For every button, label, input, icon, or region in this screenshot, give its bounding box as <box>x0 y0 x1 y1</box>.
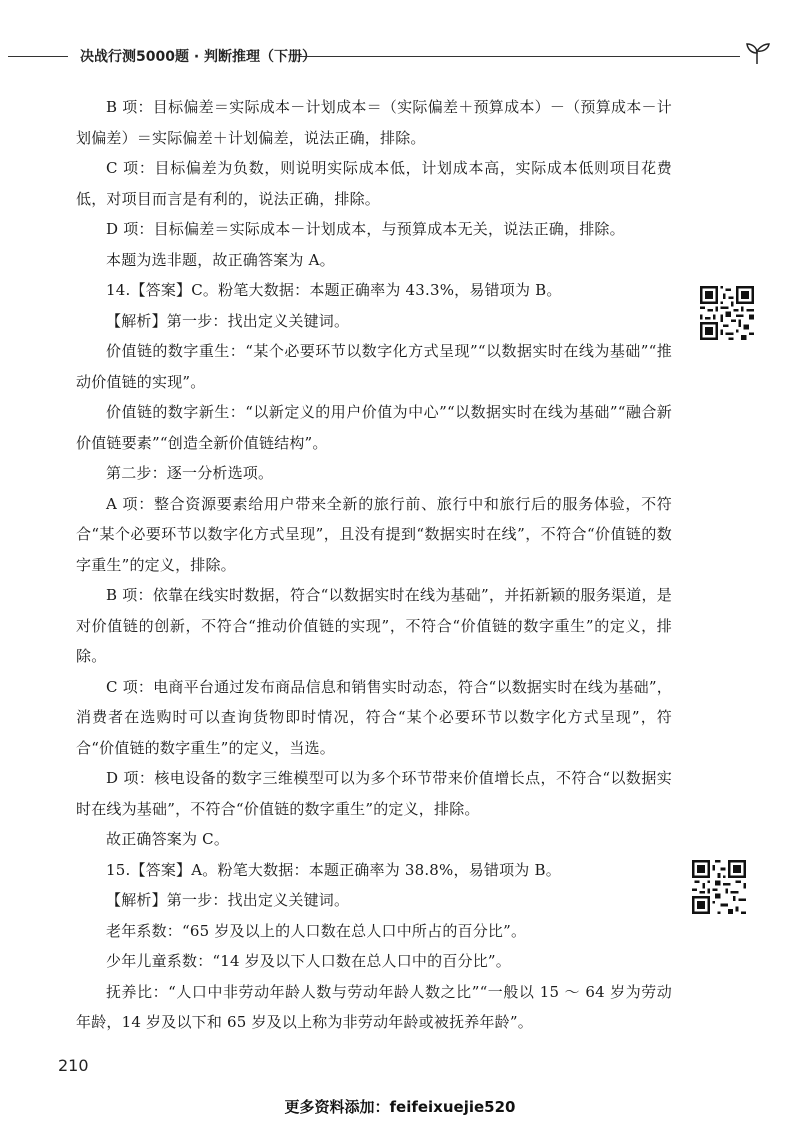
q14-option-a: A 项：整合资源要素给用户带来全新的旅行前、旅行中和旅行后的服务体验，不符合“某个必要环节以数字化方式呈现”，且没有提到“数据实时在线”，不符合“价值链的数字重生”的定义，排除。 <box>76 494 672 574</box>
q14-answer: 14.【答案】C。粉笔大数据：本题正确率为 43.3%，易错项为 B。 <box>106 281 562 299</box>
q15-definition-dependency: 抚养比：“人口中非劳动年龄人数与劳动年龄人数之比”“一般以 15 ～ 64 岁为劳动年龄，14 岁及以下和 65 岁及以上称为非劳动年龄或被抚养年龄”。 <box>76 982 672 1031</box>
q15-definition-children: 少年儿童系数：“14 岁及以下人口数在总人口中的百分比”。 <box>106 952 511 970</box>
sprout-icon <box>742 40 772 66</box>
q14-option-d: D 项：核电设备的数字三维模型可以为多个环节带来价值增长点，不符合“以数据实时在线为基础”，不符合“价值链的数字重生”的定义，排除。 <box>76 769 672 818</box>
q14-option-c: C 项：电商平台通过发布商品信息和销售实时动态，符合“以数据实时在线为基础”，消费者在选购时可以查询货物即时情况，符合“某个必要环节以数字化方式呈现”，符合“价值链的数字重生”的定义，当选。 <box>76 677 672 757</box>
page-number: 210 <box>58 1056 89 1075</box>
header-title: 决战行测5000题 · 判断推理（下册） <box>80 49 317 65</box>
option-c-explanation: C 项：目标偏差为负数，则说明实际成本低，计划成本高，实际成本低则项目花费低，对项目而言是有利的，说法正确，排除。 <box>76 159 672 208</box>
header-rule-left <box>8 56 68 57</box>
q15-definition-elderly: 老年系数：“65 岁及以上的人口数在总人口中所占的百分比”。 <box>106 921 527 940</box>
q15-analysis-step1: 【解析】第一步：找出定义关键词。 <box>106 891 350 909</box>
qr-code-icon[interactable] <box>700 286 754 340</box>
q14-analysis-step2: 第二步：逐一分析选项。 <box>106 464 274 482</box>
page-header <box>8 40 778 70</box>
q14-option-b: B 项：依靠在线实时数据，符合“以数据实时在线为基础”，并拓新颖的服务渠道，是对价值链的创新，不符合“推动价值链的实现”，不符合“价值链的数字重生”的定义，排除。 <box>76 586 672 665</box>
footer-note: 更多资料添加：feifeixuejie520 <box>284 1098 516 1116</box>
option-d-explanation: D 项：目标偏差＝实际成本－计划成本，与预算成本无关，说法正确，排除。 <box>106 220 625 238</box>
q15-answer: 15.【答案】A。粉笔大数据：本题正确率为 38.8%，易错项为 B。 <box>106 860 561 879</box>
q14-definition-newborn: 价值链的数字新生：“以新定义的用户价值为中心”“以数据实时在线为基础”“融合新价值链要素”“创造全新价值链结构”。 <box>76 403 672 452</box>
q13-conclusion: 本题为选非题，故正确答案为 A。 <box>106 250 335 269</box>
answer-content <box>76 92 672 1038</box>
q14-conclusion: 故正确答案为 C。 <box>106 830 230 848</box>
q14-analysis-step1: 【解析】第一步：找出定义关键词。 <box>106 311 350 330</box>
option-b-explanation: B 项：目标偏差＝实际成本－计划成本＝（实际偏差＋预算成本）－（预算成本－计划偏差）＝实际偏差＋计划偏差，说法正确，排除。 <box>76 98 672 147</box>
header-rule-right <box>300 56 740 57</box>
q14-definition-rebirth: 价值链的数字重生：“某个必要环节以数字化方式呈现”“以数据实时在线为基础”“推动价值链的实现”。 <box>76 342 672 391</box>
qr-code-icon[interactable] <box>692 860 746 914</box>
